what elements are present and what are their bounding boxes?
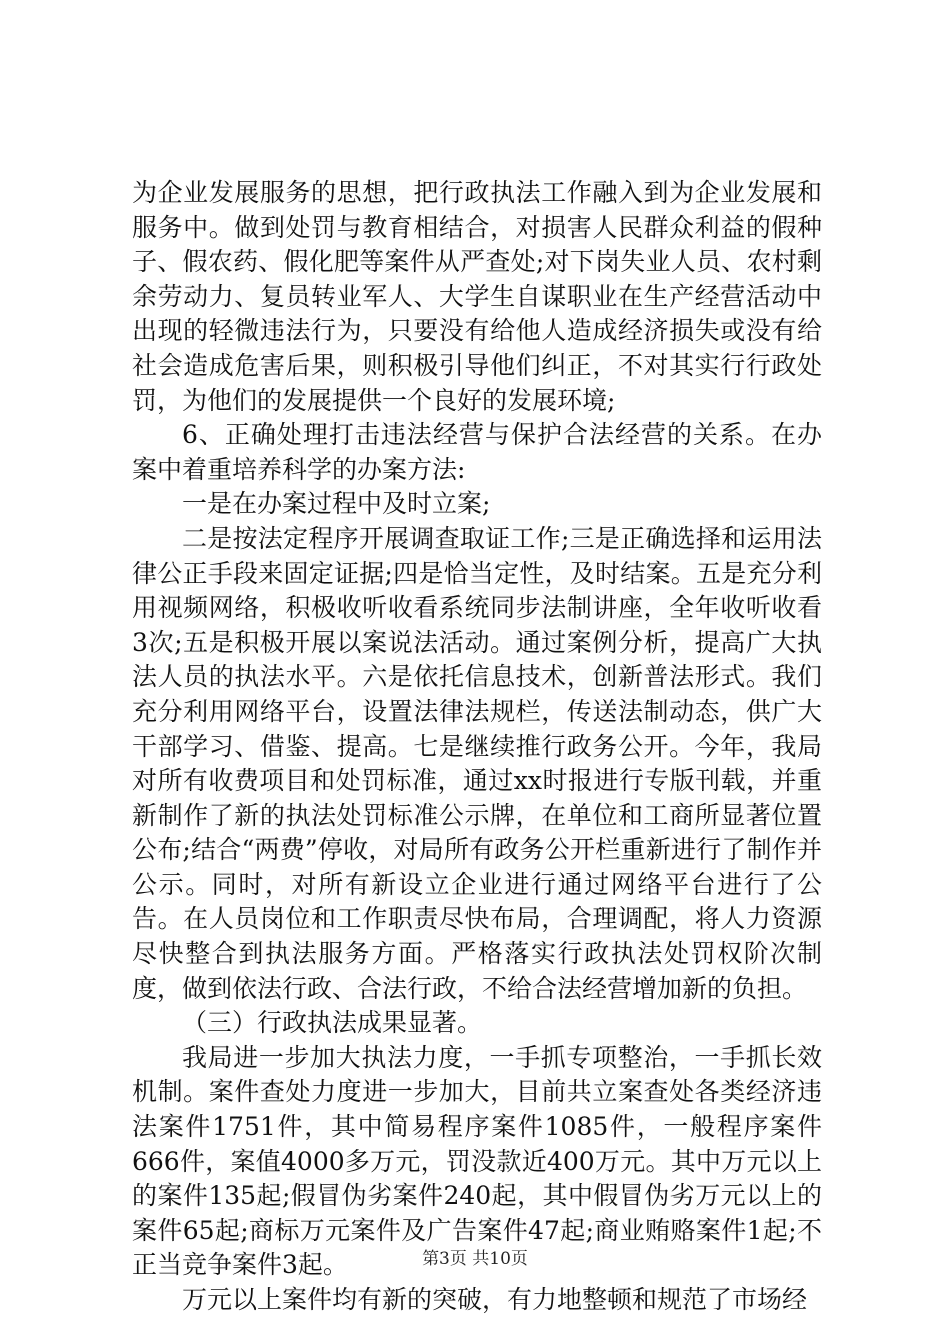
section-heading: （三）行政执法成果显著。 xyxy=(182,1008,483,1038)
paragraph-1: 为企业发展服务的思想，把行政执法工作融入到为企业发展和服务中。做到处罚与教育相结合，对损害人民群众利益的假种子、假农药、假化肥等案件从严查处;对下岗失业人员、农村剩余劳动力、复员转业军人、大学生自谋职业在生产经营活动中出现的轻微违法行为，只要没有给他人造成经济损失或没有给社会造成危害后果，则积极引导他们纠正，不对其实行行政处罚，为他们的发展提供一个良好的发展环境; xyxy=(132,178,822,415)
paragraph-3: 一是在办案过程中及时立案; xyxy=(182,489,491,519)
document-body xyxy=(132,176,822,1318)
paragraph-7: 万元以上案件均有新的突破，有力地整顿和规范了市场经 xyxy=(182,1285,808,1314)
paragraph-2: 6、正确处理打击违法经营与保护合法经营的关系。在办案中着重培养科学的办案方法: xyxy=(132,420,822,484)
paragraph-6: 我局进一步加大执法力度，一手抓专项整治，一手抓长效机制。案件查处力度进一步加大，目前共立案查处各类经济违法案件1751件，其中简易程序案件1085件，一般程序案件666件，案值4000多万元，罚没款近400万元。其中万元以上的案件135起;假冒伪劣案件240起，其中假冒伪劣万元以上的案件65起;商标万元案件及广告案件47起;商业贿赂案件1起;不正当竞争案件3起。 xyxy=(132,1042,822,1280)
page-footer: 第3页 共10页 xyxy=(422,1249,528,1269)
paragraph-4: 二是按法定程序开展调查取证工作;三是正确选择和运用法律公正手段来固定证据;四是恰当定性，及时结案。五是充分利用视频网络，积极收听收看系统同步法制讲座，全年收听收看3次;五是积极开展以案说法活动。通过案例分析，提高广大执法人员的执法水平。六是依托信息技术，创新普法形式。我们充分利用网络平台，设置法律法规栏，传送法制动态，供广大干部学习、借鉴、提高。七是继续推行政务公开。今年，我局对所有收费项目和处罚标准，通过xx时报进行专版刊载，并重新制作了新的执法处罚标准公示牌，在单位和工商所显著位置公布;结合“两费”停收，对局所有政务公开栏重新进行了制作并公示。同时，对所有新设立企业进行通过网络平台进行了公告。在人员岗位和工作职责尽快布局，合理调配，将人力资源尽快整合到执法服务方面。严格落实行政执法处罚权阶次制度，做到依法行政、合法行政，不给合法经营增加新的负担。 xyxy=(132,523,822,1003)
